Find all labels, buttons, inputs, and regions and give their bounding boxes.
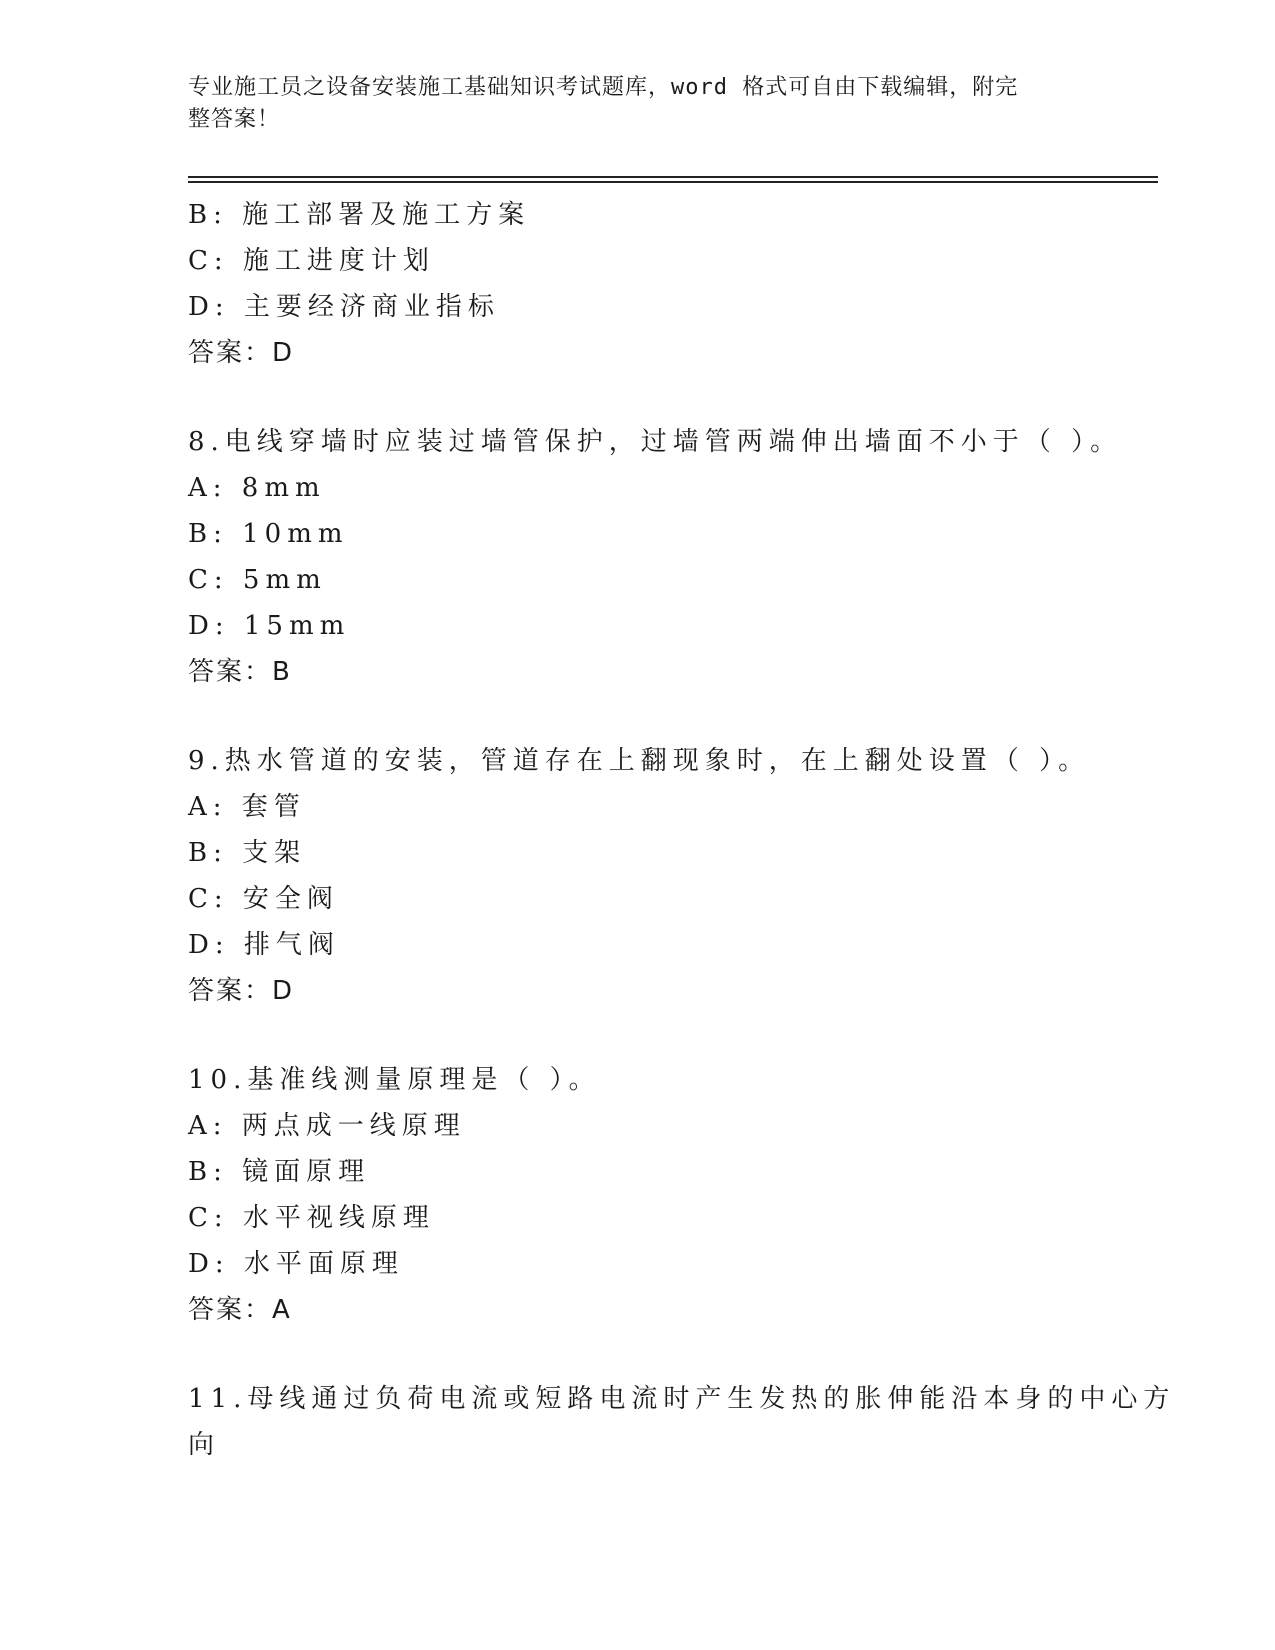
option-b: B: 施工部署及施工方案 — [188, 200, 531, 230]
option-a: A: 8mm — [188, 473, 326, 503]
header-divider-bottom — [188, 181, 1158, 183]
option-c: C: 水平视线原理 — [188, 1203, 435, 1233]
option-d: D: 15mm — [188, 611, 351, 641]
question-content — [188, 192, 1176, 1468]
header-line-1: 专业施工员之设备安装施工基础知识考试题库，word 格式可自由下载编辑，附完 — [188, 75, 1019, 100]
question-text: 9.热水管道的安装，管道存在上翻现象时，在上翻处设置（ ）。 — [188, 746, 1091, 776]
answer-line: 答案：D — [188, 338, 295, 368]
question-text-line-2: 向 — [188, 1430, 221, 1460]
option-b: B: 10mm — [188, 519, 349, 549]
spacer — [188, 376, 1158, 419]
spacer — [188, 1014, 1158, 1057]
answer-line: 答案：D — [188, 976, 295, 1006]
option-d: D: 排气阀 — [188, 930, 340, 960]
question-block-9 — [188, 738, 1158, 1014]
option-c: C: 安全阀 — [188, 884, 339, 914]
question-block-11 — [188, 1376, 1176, 1468]
question-block-10 — [188, 1057, 1158, 1333]
option-a: A: 两点成一线原理 — [188, 1111, 466, 1141]
question-block-8 — [188, 419, 1158, 695]
spacer — [188, 695, 1158, 738]
option-b: B: 支架 — [188, 838, 307, 868]
spacer — [188, 1333, 1158, 1376]
question-text: 8.电线穿墙时应装过墙管保护，过墙管两端伸出墙面不小于（ ）。 — [188, 427, 1123, 457]
option-c: C: 5mm — [188, 565, 327, 595]
question-text: 10.基准线测量原理是（ ）。 — [188, 1065, 601, 1095]
question-text-line-1: 11.母线通过负荷电流或短路电流时产生发热的胀伸能沿本身的中心方 — [188, 1384, 1176, 1414]
option-d: D: 水平面原理 — [188, 1249, 404, 1279]
answer-line: 答案：B — [188, 657, 292, 687]
question-block-7 — [188, 192, 1158, 376]
option-a: A: 套管 — [188, 792, 306, 822]
option-d: D: 主要经济商业指标 — [188, 292, 500, 322]
header-divider-top — [188, 176, 1158, 178]
document-header — [188, 72, 1078, 136]
header-line-2: 整答案！ — [188, 107, 281, 132]
option-b: B: 镜面原理 — [188, 1157, 371, 1187]
option-c: C: 施工进度计划 — [188, 246, 435, 276]
answer-line: 答案：A — [188, 1295, 292, 1325]
